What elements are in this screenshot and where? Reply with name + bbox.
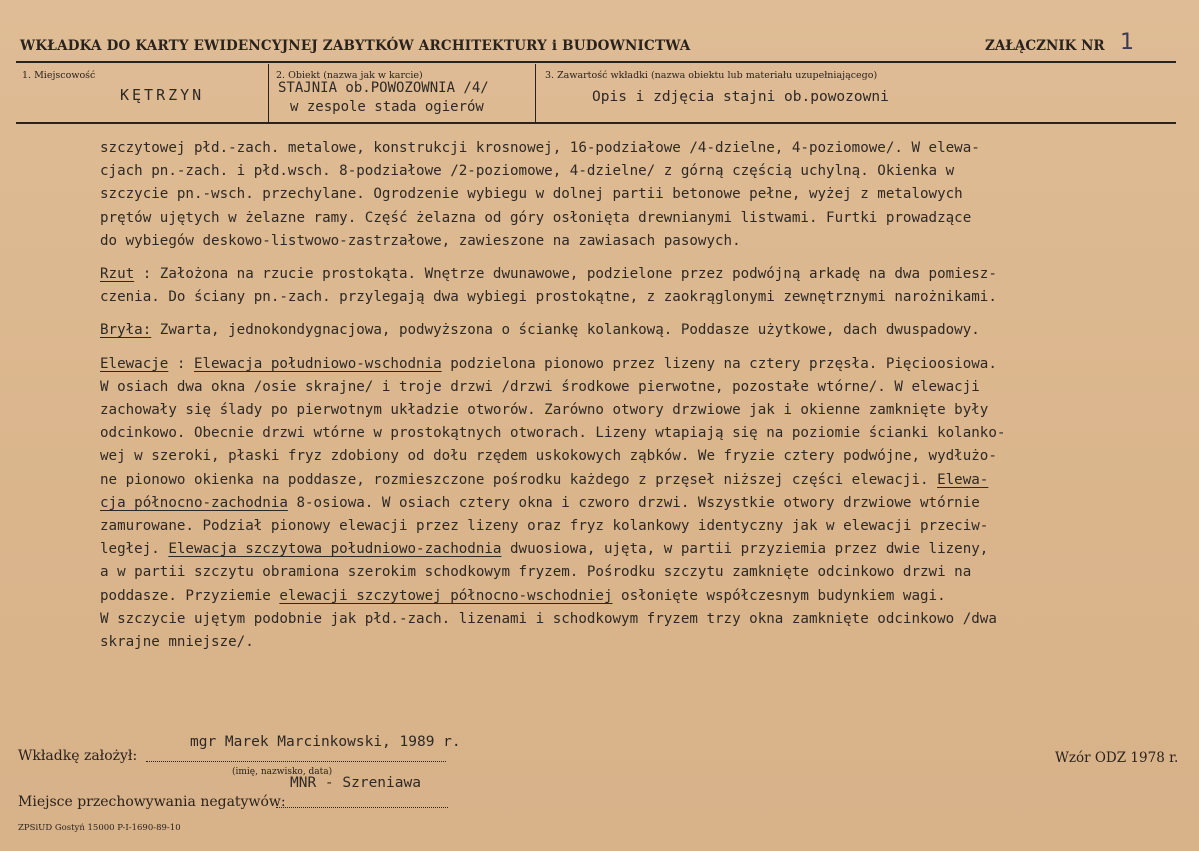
attachment-label: ZAŁĄCZNIK NR [985, 38, 1105, 54]
description-body [100, 137, 1180, 654]
text-line: wej w szeroki, płaski fryz zdobiony od dołu rzędem uskokowych ząbków. We fryzie cztery podwójne, wydłużo- [100, 448, 997, 465]
text-line: szczycie pn.-wsch. przechylane. Ogrodzenie wybiegu w dolnej partii betonowe pełne, wyżej z metalowych [100, 186, 963, 203]
text-run: poddasze. Przyziemie [100, 587, 280, 604]
text-run: osłonięte współczesnym budynkiem wagi. [612, 587, 946, 604]
attachment-number: 1 [1120, 30, 1134, 55]
text-line: odcinkowo. Obecnie drzwi wtórne w prostokątnych otworach. Lizeny wtapiają się na poziomie ścianki kolanko- [100, 425, 1006, 442]
author-label: Wkładkę założył: [18, 748, 138, 764]
elevation-sw-gable-heading: Elewacja szczytowa południowo-zachodnia [168, 541, 502, 558]
text-line [100, 469, 1180, 492]
section-elevations [100, 353, 1180, 376]
field-divider-2 [535, 64, 536, 122]
elevation-se-heading: Elewacja południowo-wschodnia [193, 355, 442, 372]
negatives-label: Miejsce przechowywania negatywów: [18, 794, 286, 810]
field-content-value: Opis i zdjęcia stajni ob.powozowni [592, 89, 889, 105]
text-run: ne pionowo okienka na poddasze, rozmieszczone pośrodku każdego z przęseł niższej części elewacji. [100, 471, 938, 488]
text-line: cjach pn.-zach. i płd.wsch. 8-podziałowe /2-poziomowe, 4-dzielne/ z górną częścią uchylną. Okienka w [100, 163, 955, 180]
negatives-value: MNR - Szreniawa [290, 775, 421, 791]
text-run: ległej. [100, 541, 169, 558]
text-run: : Założona na rzucie prostokąta. Wnętrze dwunawowe, podzielone przez podwójną arkadę na dwa pomiesz- [134, 266, 997, 283]
text-run: 8-osiowa. W osiach cztery okna i czworo drzwi. Wszystkie otwory drzwiowe wtórnie [287, 494, 980, 511]
section-massing [100, 319, 1180, 342]
section-plan-heading: Rzut [100, 266, 135, 283]
field-object-value-line2: w zespole stada ogierów [290, 99, 484, 115]
header-rule-top [16, 61, 1176, 63]
form-template-id: Wzór ODZ 1978 r. [1055, 750, 1179, 766]
field-object-label: 2. Obiekt (nazwa jak w karcie) [276, 70, 423, 81]
text-line [100, 538, 1180, 561]
section-plan [100, 263, 1180, 286]
elevation-nw-heading-part2: cja północno-zachodnia [100, 494, 288, 511]
text-line: W szczycie ujętym podobnie jak płd.-zach. lizenami i schodkowym fryzem trzy okna zamknięte odcinkowo /dwa [100, 610, 997, 627]
text-line: zamurowane. Podział pionowy elewacji przez lizeny oraz fryz kolankowy identyczny jak w elewacji przeciw- [100, 518, 989, 535]
text-run: podzielona pionowo przez lizeny na cztery przęsła. Pięcioosiowa. [441, 355, 997, 372]
text-line: a w partii szczytu obramiona szerokim schodkowym fryzem. Pośrodku szczytu zamknięte odcinkowo drzwi na [100, 564, 972, 581]
text-line [100, 492, 1180, 515]
text-run: dwuosiowa, ujęta, w partii przyziemia przez dwie lizeny, [501, 541, 989, 558]
text-line [100, 585, 1180, 608]
section-massing-heading: Bryła: [100, 322, 152, 339]
text-line: szczytowej płd.-zach. metalowe, konstrukcji krosnowej, 16-podziałowe /4-dzielne, 4-poziomowe/. W elewa- [100, 140, 980, 156]
field-object-value-line1: STAJNIA ob.POWOZOWNIA /4/ [278, 80, 489, 96]
text-line: W osiach dwa okna /osie skrajne/ i troje drzwi /drzwi środkowe pierwotne, pozostałe wtórne/. W elewacji [100, 378, 980, 395]
field-locality-value: KĘTRZYN [120, 86, 205, 104]
form-title: WKŁADKA DO KARTY EWIDENCYJNEJ ZABYTKÓW ARCHITEKTURY i BUDOWNICTWA [20, 38, 691, 54]
elevation-nw-heading-part1: Elewa- [937, 471, 989, 488]
author-dotted-line [146, 761, 446, 762]
negatives-dotted-line [276, 807, 448, 808]
author-hint: (imię, nazwisko, data) [232, 767, 333, 777]
text-line: prętów ujętych w żelazne ramy. Część żelazna od góry osłonięta drewnianymi listwami. Furtki prowadzące [100, 209, 972, 226]
field-locality-label: 1. Miejscowość [22, 70, 96, 81]
text-line: zachowały się ślady po pierwotnym układzie otworów. Zarówno otwory drzwiowe jak i okienne zamknięte były [100, 402, 989, 419]
text-line: czenia. Do ściany pn.-zach. przylegają dwa wybiegi prostokątne, z zaokrąglonymi zewnętrznymi narożnikami. [100, 289, 997, 306]
text-line: skrajne mniejsze/. [100, 634, 254, 651]
text-run: Zwarta, jednokondygnacjowa, podwyższona o ściankę kolankową. Poddasze użytkowe, dach dwuspadowy. [151, 322, 980, 339]
header-rule-bottom [16, 122, 1176, 124]
field-divider-1 [268, 64, 269, 122]
text-run: : [168, 355, 194, 372]
print-info: ZPSiUD Gostyń 15000 P-I-1690-89-10 [18, 823, 181, 833]
author-value: mgr Marek Marcinkowski, 1989 r. [190, 734, 461, 750]
field-content-label: 3. Zawartość wkładki (nazwa obiektu lub materiału uzupełniającego) [545, 70, 878, 81]
section-elevations-heading: Elewacje [100, 355, 169, 372]
text-line: do wybiegów deskowo-listwowo-zastrzałowe, zawieszone na zawiasach pasowych. [100, 232, 741, 249]
elevation-ne-gable-heading: elewacji szczytowej północno-wschodniej [279, 587, 613, 604]
